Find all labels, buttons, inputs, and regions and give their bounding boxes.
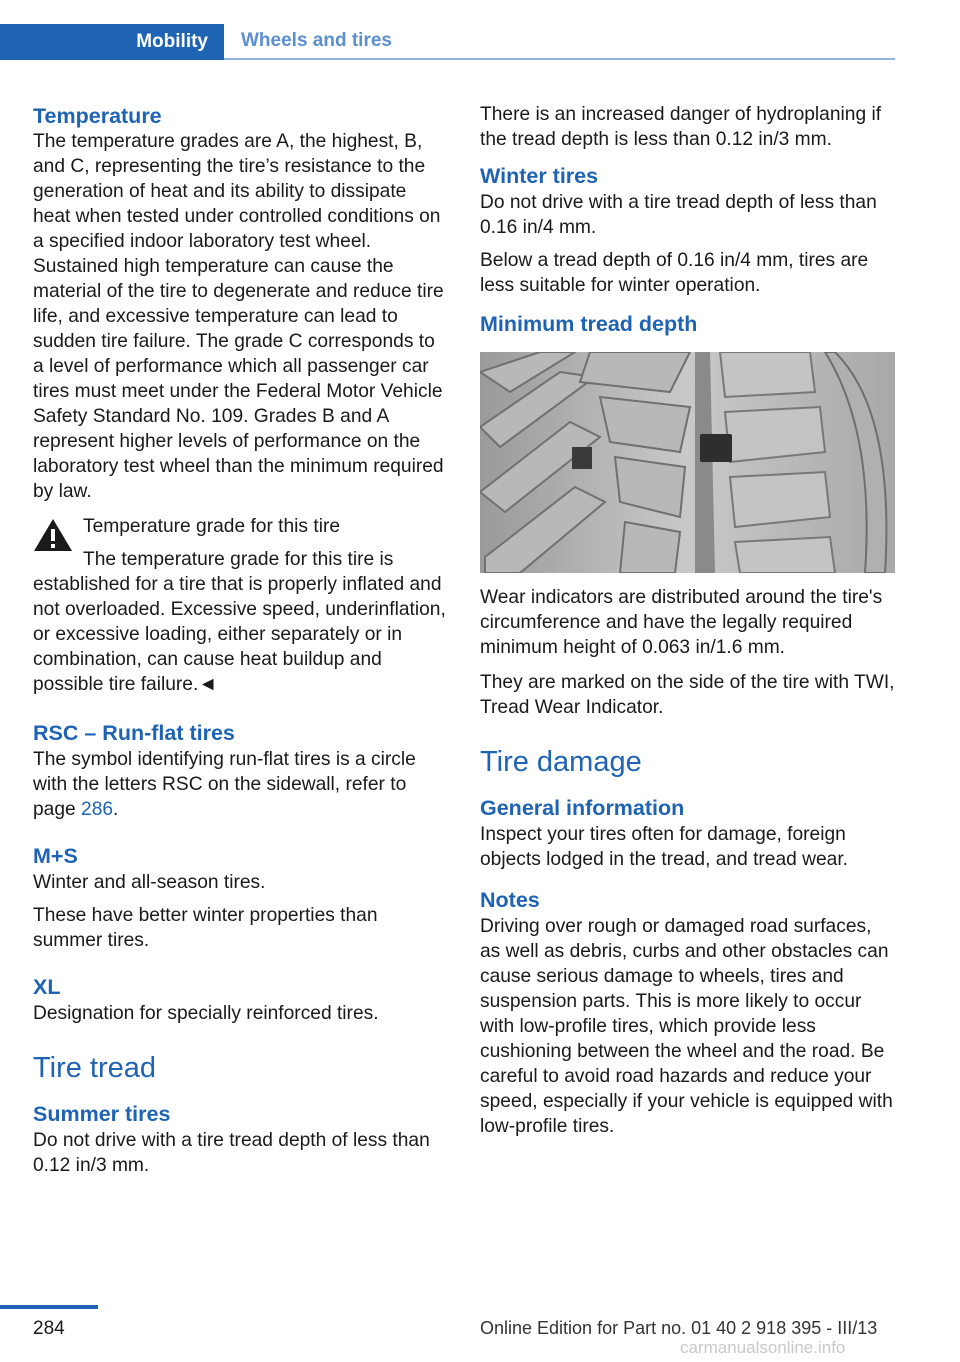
general-heading: General information bbox=[480, 796, 685, 820]
wear-text-2: They are marked on the side of the tire with TWI, Tread Wear Indicator. bbox=[480, 672, 895, 718]
warning-icon bbox=[33, 518, 73, 552]
summer-text: Do not drive with a tire tread depth of less than 0.12 in/3 mm. bbox=[33, 1130, 430, 1176]
page-number: 284 bbox=[33, 1318, 65, 1339]
winter-heading: Winter tires bbox=[480, 164, 599, 188]
section-tab[interactable]: Wheels and tires bbox=[224, 24, 895, 60]
ms-heading: M+S bbox=[33, 844, 78, 868]
ms-text-1: Winter and all-season tires. bbox=[33, 872, 266, 893]
winter-text-2: Below a tread depth of 0.16 in/4 mm, tires are less suitable for winter operation. bbox=[480, 250, 869, 296]
winter-text-1: Do not drive with a tire tread depth of less than 0.16 in/4 mm. bbox=[480, 192, 877, 238]
warning-title: Temperature grade for this tire bbox=[83, 516, 341, 537]
footer-rule bbox=[0, 1305, 98, 1309]
warning-block bbox=[33, 514, 448, 697]
chapter-tab[interactable]: Mobility bbox=[0, 24, 224, 60]
min-tread-heading: Minimum tread depth bbox=[480, 312, 698, 336]
temperature-heading: Temperature bbox=[33, 104, 162, 128]
page-header bbox=[0, 24, 895, 60]
edition-note: Online Edition for Part no. 01 40 2 918 395 - III/13 bbox=[480, 1318, 878, 1338]
temperature-paragraph: The temperature grades are A, the highest, B, and C, representing the tire’s resistance to the generation of heat and its ability to dissipate heat when tested under controlled conditions on a specified indoor laboratory test wheel. Sustained high temperature can cause the material of the tire to degenerate and reduce tire life, and excessive temperature can lead to sudden tire failure. The grade C corresponds to a level of performance which all passenger car tires must meet under the Federal Motor Vehicle Safety Standard No. 109. Grades B and A represent higher levels of performance on the laboratory test wheel than the minimum required by law. bbox=[33, 131, 444, 502]
watermark: carmanualsonline.info bbox=[680, 1338, 846, 1357]
notes-text: Driving over rough or damaged road surfaces, as well as debris, curbs and other obstacles can cause serious damage to wheels, tires and suspension parts. This is more likely to occur with low-profile tires, which provide less cushioning between the wheel and the road. Be careful to avoid road hazards and reduce your speed, especially if your vehicle is equipped with low-profile tires. bbox=[480, 916, 893, 1137]
ms-text-2: These have better winter properties than summer tires. bbox=[33, 905, 378, 951]
hydroplaning-text: There is an increased danger of hydroplaning if the tread depth is less than 0.12 in/3 mm. bbox=[480, 104, 882, 150]
warning-text: The temperature grade for this tire is established for a tire that is properly inflated and not overloaded. Excessive speed, underinflation, or excessive loading, either separately or in combination, can cause heat buildup and possible tire failure.◄ bbox=[33, 549, 446, 695]
general-text: Inspect your tires often for damage, foreign objects lodged in the tread, and tread wear. bbox=[480, 824, 849, 870]
rsc-paragraph: The symbol identifying run-flat tires is a circle with the letters RSC on the sidewall, refer to page 286. bbox=[33, 749, 416, 820]
right-column bbox=[480, 102, 895, 1139]
xl-text: Designation for specially reinforced tires. bbox=[33, 1003, 379, 1024]
tread-wear-indicator-image bbox=[480, 352, 895, 573]
tire-tread-heading: Tire tread bbox=[33, 1052, 157, 1084]
rsc-text: The symbol identifying run-flat tires is a circle with the letters RSC on the sidewall, refer to page bbox=[33, 749, 416, 820]
rsc-heading: RSC – Run-flat tires bbox=[33, 721, 235, 745]
summer-heading: Summer tires bbox=[33, 1102, 171, 1126]
tire-damage-heading: Tire damage bbox=[480, 746, 642, 778]
wear-text-1: Wear indicators are distributed around the tire's circumference and have the legally required minimum height of 0.063 in/1.6 mm. bbox=[480, 587, 883, 658]
page-link[interactable]: 286 bbox=[81, 799, 114, 820]
left-column bbox=[33, 102, 448, 1178]
xl-heading: XL bbox=[33, 975, 61, 999]
notes-heading: Notes bbox=[480, 888, 540, 912]
